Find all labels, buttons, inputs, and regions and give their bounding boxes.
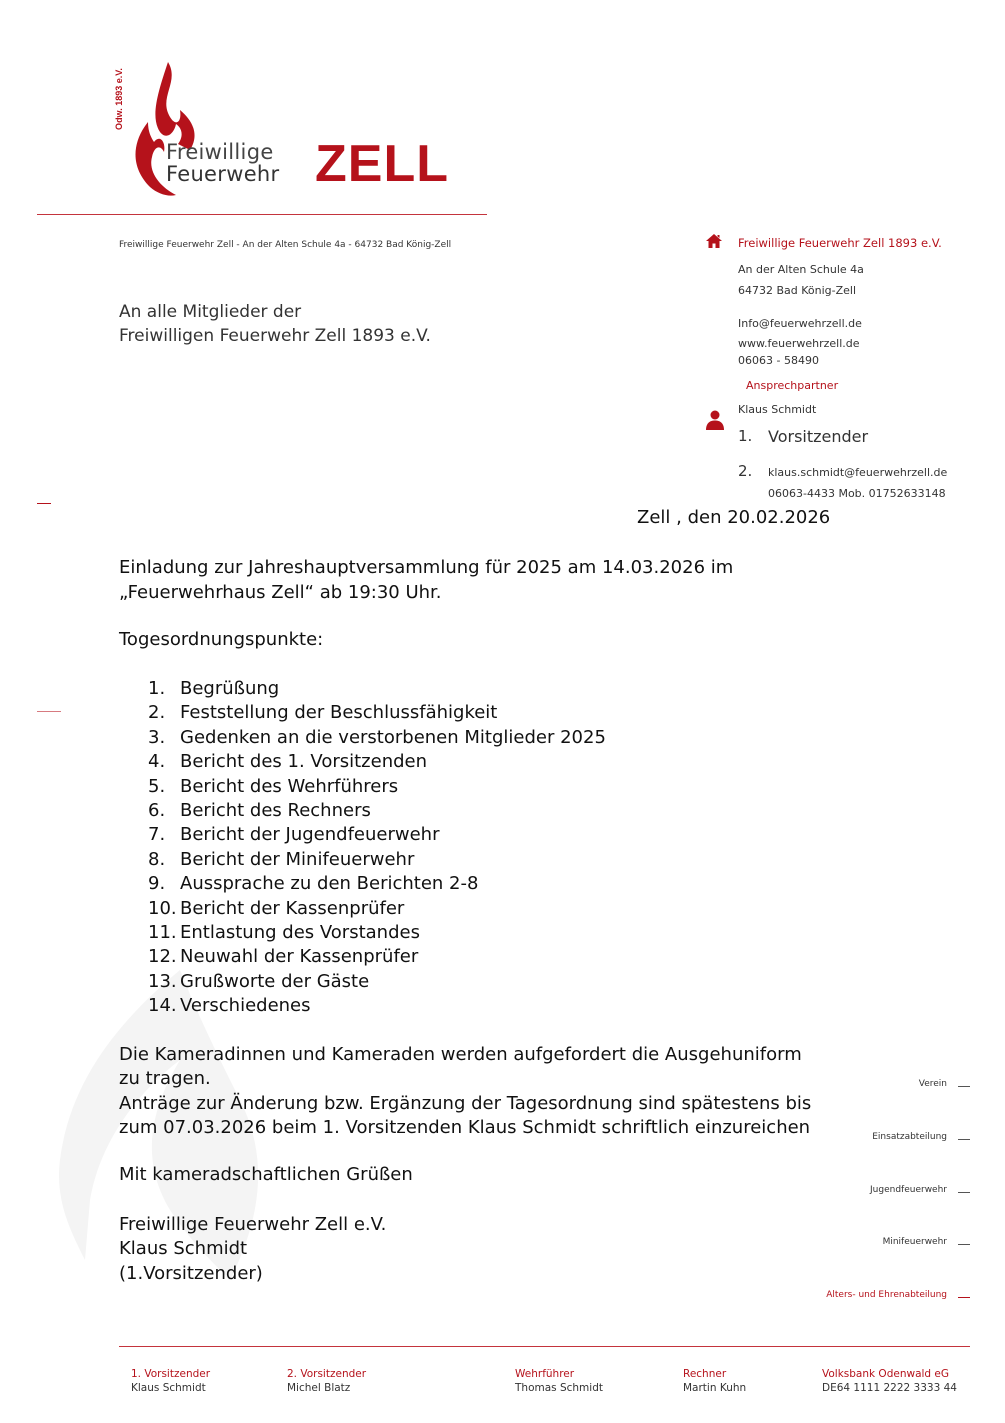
agenda-item: 5. Bericht des Wehrführers [148,775,399,797]
logo [113,62,478,197]
footer-col-bank: Volksbank Odenwald eG DE64 1111 2222 3333 44 [822,1368,957,1394]
agenda-item: 6. Bericht des Rechners [148,800,371,822]
dept-dash [958,1192,970,1193]
recipient-block [119,300,431,348]
header-divider [37,214,487,215]
agenda-item: 14. Verschiedenes [148,995,311,1017]
signature-role: (1.Vorsitzender) [119,1262,263,1284]
org-phone: 06063 - 58490 [738,354,819,367]
org-street: An der Alten Schule 4a [738,263,864,276]
notice-line3: Anträge zur Änderung bzw. Ergänzung der Tagesordnung sind spätestens bis [119,1092,812,1114]
agenda-item: 1. Begrüßung [148,678,280,699]
fold-mark [37,503,51,504]
punch-mark [37,711,61,712]
invitation-line1: Einladung zur Jahreshauptversammlung für 2025 am 14.03.2026 im [119,557,734,578]
sender-address-line: Freiwillige Feuerwehr Zell - An der Alten Schule 4a - 64732 Bad König-Zell [119,240,452,250]
partner-contact-number: 2. [738,462,753,480]
agenda-item: 10. Bericht der Kassenprüfer [148,897,405,919]
agenda-list [148,677,606,1019]
partner-role: Vorsitzender [768,427,869,446]
agenda-item: 9. Aussprache zu den Berichten 2-8 [148,873,479,895]
notice-line1: Die Kameradinnen und Kameraden werden aufgefordert die Ausgehuniform [119,1044,802,1065]
letter-date: Zell , den 20.02.2026 [637,507,831,528]
org-name: Freiwillige Feuerwehr Zell 1893 e.V. [738,236,942,250]
recipient-line2: Freiwilligen Feuerwehr Zell 1893 e.V. [119,326,431,346]
agenda-title: Togesordnungspunkte: [119,629,324,650]
logo-brand: ZELL [315,135,449,193]
dept-jugendfeuerwehr: Jugendfeuerwehr [870,1185,947,1195]
recipient-line1: An alle Mitglieder der [119,302,302,322]
partner-heading: Ansprechpartner [746,379,839,392]
dept-dash [958,1139,970,1140]
invitation-line2: „Feuerwehrhaus Zell“ ab 19:30 Uhr. [119,582,442,603]
org-email-link[interactable]: Info@feuerwehrzell.de [738,317,862,330]
notice-line2: zu tragen. [119,1068,211,1090]
notice-line4: zum 07.03.2026 beim 1. Vorsitzenden Klaus Schmidt schriftlich einzureichen [119,1117,811,1139]
partner-phone: 06063-4433 Mob. 01752633148 [768,487,946,500]
dept-verein: Verein [918,1079,947,1089]
person-icon [706,410,724,430]
footer-col-chair: 1. Vorsitzender Klaus Schmidt [131,1368,211,1394]
dept-alters-ehrenabteilung: Alters- und Ehrenabteilung [826,1290,947,1300]
footer-col-treasurer: Rechner Martin Kuhn [683,1368,747,1394]
invitation-text [119,555,733,605]
agenda-item: 7. Bericht der Jugendfeuerwehr [148,824,440,846]
footer-col-chief: Wehrführer Thomas Schmidt [515,1368,603,1394]
footer-divider [119,1346,970,1347]
dept-dash [958,1086,970,1087]
signature-block [119,1213,386,1286]
agenda-item: 8. Bericht der Minifeuerwehr [148,848,415,870]
agenda-item: 4. Bericht des 1. Vorsitzenden [148,751,428,773]
partner-name: Klaus Schmidt [738,403,817,416]
closing-greeting: Mit kameradschaftlichen Grüßen [119,1164,413,1185]
agenda-item: 13. Grußworte der Gäste [148,970,370,992]
dept-einsatzabteilung: Einsatzabteilung [872,1132,947,1142]
notice-text [119,1043,811,1141]
agenda-item: 11. Entlastung des Vorstandes [148,922,420,944]
org-website-link[interactable]: www.feuerwehrzell.de [738,337,860,350]
logo-line1: Freiwillige [166,140,274,164]
partner-role-number: 1. [738,427,753,445]
home-icon [706,234,722,248]
dept-dash [958,1244,970,1245]
signature-org: Freiwillige Feuerwehr Zell e.V. [119,1214,387,1235]
agenda-item: 12. Neuwahl der Kassenprüfer [148,946,419,968]
agenda-item: 3. Gedenken an die verstorbenen Mitglieder 2025 [148,726,606,748]
dept-minifeuerwehr: Minifeuerwehr [882,1237,947,1247]
footer-col-vice-chair: 2. Vorsitzender Michel Blatz [287,1368,367,1394]
signature-name: Klaus Schmidt [119,1238,248,1260]
partner-email-link[interactable]: klaus.schmidt@feuerwehrzell.de [768,466,948,479]
org-city: 64732 Bad König-Zell [738,284,857,297]
dept-dash-active [958,1297,970,1298]
agenda-item: 2. Feststellung der Beschlussfähigkeit [148,702,498,724]
logo-established: Odw. 1893 e.V. [113,68,124,130]
logo-line2: Feuerwehr [166,162,280,186]
